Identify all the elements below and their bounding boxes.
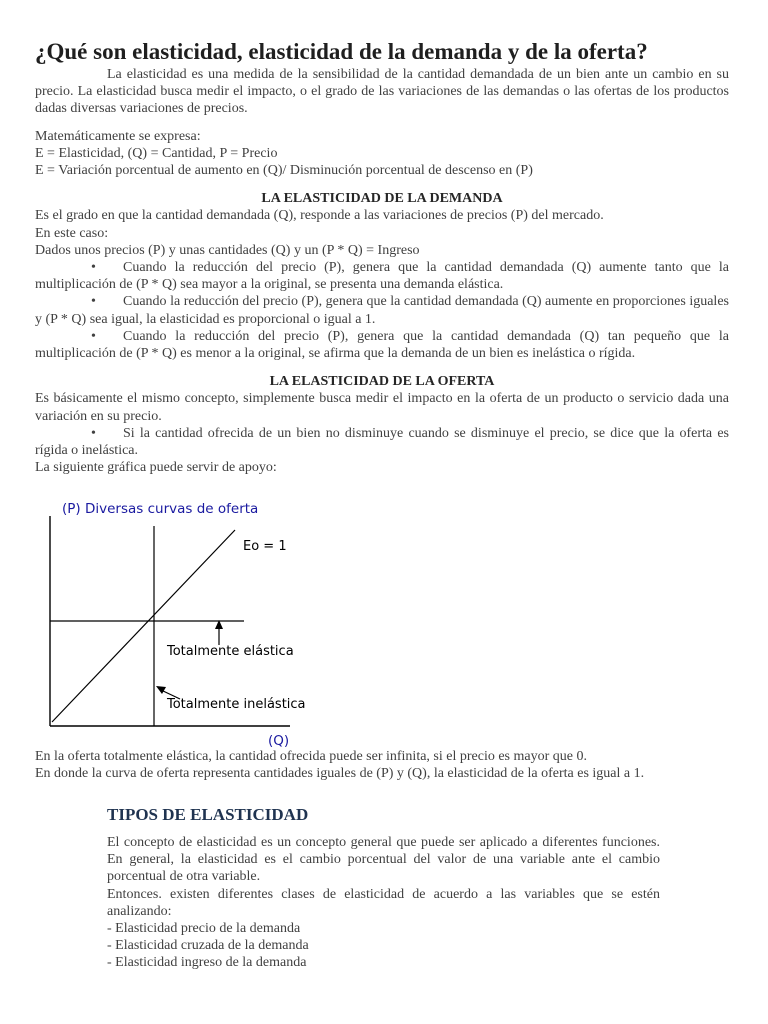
demanda-paragraph-1: Es el grado en que la cantidad demandada (Q), responde a las variaciones de precios (P) del mercado. <box>35 208 604 224</box>
unit-elastic-supply-line <box>52 530 235 722</box>
bullet-dot: • <box>91 425 96 441</box>
bullet-dot: • <box>91 260 96 276</box>
oferta-paragraph-1: Es básicamente el mismo concepto, simplemente busca medir el impacto en la oferta de un producto o servicio dada una variación en su precio. <box>35 391 729 424</box>
supply-curves-figure <box>40 498 340 750</box>
tipos-list-item-1: - Elasticidad precio de la demanda <box>107 921 301 937</box>
demanda-paragraph-3: Dados unos precios (P) y unas cantidades (Q) y un (P * Q) = Ingreso <box>35 242 420 258</box>
elastic-label: Totalmente elástica <box>167 644 294 659</box>
math-line-3: E = Variación porcentual de aumento en (Q)/ Disminución porcentual de descenso en (P) <box>35 163 533 179</box>
bullet-text: Cuando la reducción del precio (P), genera que la cantidad demandada (Q) aumente en proporciones iguales y (P * Q) sea igual, la elasticidad es proporcional o igual a 1. <box>35 294 729 327</box>
figure-y-axis-label: (P) Diversas curvas de oferta <box>62 501 259 517</box>
figure-x-axis-label: (Q) <box>268 733 290 749</box>
bullet-dot: • <box>91 294 96 310</box>
tipos-list-item-3: - Elasticidad ingreso de la demanda <box>107 955 307 971</box>
tipos-paragraph-2: Entonces. existen diferentes clases de elasticidad de acuerdo a las variables que se estén analizando: <box>107 886 660 919</box>
oferta-bullet-1 <box>35 425 729 459</box>
tipos-paragraph-1: El concepto de elasticidad es un concepto general que puede ser aplicado a diferentes funciones. En general, la elasticidad es el cambio porcentual del valor de una variable ante el cambio porcentual de otra variable. <box>107 835 660 885</box>
after-figure-text <box>35 748 735 782</box>
demanda-bullet-2 <box>35 293 729 327</box>
demanda-bullet-1 <box>35 259 729 293</box>
bullet-dot: • <box>91 328 96 344</box>
demanda-paragraph-2: En este caso: <box>35 225 109 241</box>
after-paragraph-2: En donde la curva de oferta representa cantidades iguales de (P) y (Q), la elasticidad de la oferta es igual a 1. <box>35 766 645 782</box>
after-paragraph-1: En la oferta totalmente elástica, la cantidad ofrecida puede ser infinita, si el precio es mayor que 0. <box>35 749 587 764</box>
math-line-2: E = Elasticidad, (Q) = Cantidad, P = Precio <box>35 145 278 161</box>
section-heading-oferta: LA ELASTICIDAD DE LA OFERTA <box>269 374 495 390</box>
section-heading-demanda: LA ELASTICIDAD DE LA DEMANDA <box>261 191 503 207</box>
bullet-text: Si la cantidad ofrecida de un bien no disminuye cuando se disminuye el precio, se dice que la oferta es rígida o inelástica. <box>35 425 729 459</box>
tipos-heading: TIPOS DE ELASTICIDAD <box>107 805 309 824</box>
inelastic-label: Totalmente inelástica <box>167 697 306 712</box>
demanda-bullet-3 <box>35 328 729 362</box>
page-title: ¿Qué son elasticidad, elasticidad de la demanda y de la oferta? <box>35 39 648 64</box>
bullet-text: Cuando la reducción del precio (P), genera que la cantidad demandada (Q) aumente tanto que la multiplicación de (P * Q) sea mayor a la original, se presenta una demanda elástica. <box>35 260 729 293</box>
document-body <box>35 38 729 476</box>
unit-elastic-label: Eo = 1 <box>243 539 287 554</box>
oferta-paragraph-2: La siguiente gráfica puede servir de apoyo: <box>35 460 277 476</box>
math-line-1: Matemáticamente se expresa: <box>35 128 201 144</box>
tipos-list-item-2: - Elasticidad cruzada de la demanda <box>107 938 309 954</box>
inelastic-arrow-head <box>156 686 166 694</box>
intro-paragraph: La elasticidad es una medida de la sensibilidad de la cantidad demandada de un bien ante un cambio en su precio. La elasticidad busca medir el impacto, o el grado de las variaciones de las demandas o las ofertas de los productos dadas diversas variaciones de precios. <box>35 67 729 117</box>
tipos-section <box>107 805 660 972</box>
bullet-text: Cuando la reducción del precio (P), genera que la cantidad demandada (Q) tan pequeño que la multiplicación de (P * Q) es menor a la original, se afirma que la demanda de un bien es inelástica o rígida. <box>35 328 729 362</box>
